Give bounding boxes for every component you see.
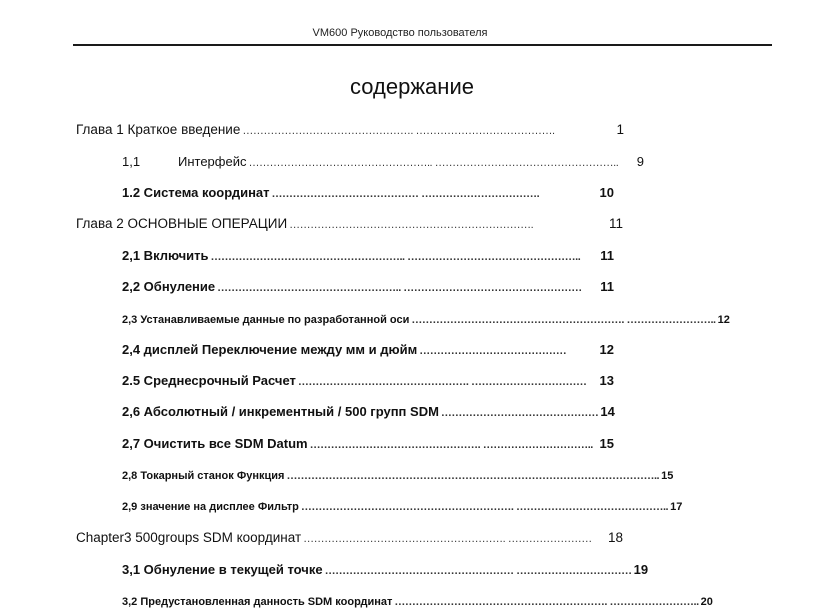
toc-leader: ……………………………………………………………. bbox=[289, 219, 534, 231]
toc-page-number: 12 bbox=[717, 314, 730, 326]
toc-entry-chapter-2[interactable] bbox=[76, 216, 623, 233]
toc-entry-label: 3,1 Обнуление в текущей точке bbox=[122, 562, 323, 577]
toc-leader: …………………………………………….. …………………………………………… bbox=[217, 282, 582, 294]
toc-page-number: 1 bbox=[616, 122, 624, 137]
toc-leader: ……………………………………………………. …………………….. bbox=[411, 314, 716, 326]
toc-leader: ……………………………………… bbox=[440, 407, 599, 419]
toc-leader: …………………………………………….. …………………………………………….. bbox=[248, 157, 619, 169]
toc-entry-chapter-3[interactable] bbox=[76, 530, 623, 547]
toc-entry-2-4[interactable] bbox=[122, 342, 614, 359]
toc-entry-2-2[interactable] bbox=[122, 279, 614, 296]
toc-leader: …………………………………………. ………………………….. bbox=[309, 439, 593, 451]
toc-leader: …………………………………………. …………………………………. bbox=[242, 125, 555, 137]
toc-page-number: 9 bbox=[636, 154, 644, 169]
toc-title: содержание bbox=[350, 74, 474, 99]
toc-entry-1-2[interactable] bbox=[122, 185, 614, 202]
toc-leader: …………………………………… bbox=[419, 345, 567, 357]
toc-page-number: 17 bbox=[670, 501, 683, 513]
toc-page-number: 11 bbox=[608, 216, 623, 231]
toc-entry-2-7[interactable] bbox=[122, 436, 614, 453]
toc-entry-label: Интерфейс bbox=[178, 154, 247, 169]
toc-entry-2-6[interactable] bbox=[122, 404, 614, 421]
toc-entry-2-5[interactable] bbox=[122, 373, 614, 390]
toc-entry-1-1[interactable] bbox=[122, 154, 644, 171]
toc-entry-2-9[interactable] bbox=[122, 499, 683, 515]
toc-page-number: 14 bbox=[600, 404, 615, 419]
toc-leader: …………………………………………. …………………………… bbox=[297, 376, 587, 388]
toc-entry-label: Chapter3 500groups SDM координат bbox=[76, 530, 302, 545]
toc-page-number: 15 bbox=[661, 470, 674, 482]
toc-page-number: 11 bbox=[600, 248, 614, 263]
toc-page-number: 15 bbox=[599, 436, 614, 451]
toc-page-number: 11 bbox=[600, 279, 614, 294]
toc-entry-label: 2.5 Среднесрочный Расчет bbox=[122, 373, 296, 388]
toc-entry-label: 2,4 дисплей Переключение между мм и дюйм bbox=[122, 342, 418, 357]
toc-entry-label: 2,1 Включить bbox=[122, 248, 209, 263]
toc-entry-chapter-1[interactable] bbox=[76, 122, 624, 139]
toc-leader: …………………………………………………………………………………………….. bbox=[286, 470, 660, 482]
toc-entry-label: Глава 1 Краткое введение bbox=[76, 122, 241, 137]
toc-entry-3-2[interactable] bbox=[122, 594, 713, 610]
toc-entry-2-1[interactable] bbox=[122, 248, 614, 265]
toc-entry-label: 2,9 значение на дисплее Фильтр bbox=[122, 501, 299, 513]
toc-entry-label: 2,6 Абсолютный / инкрементный / 500 групп SDM bbox=[122, 404, 439, 419]
toc-page-number: 20 bbox=[700, 596, 713, 608]
toc-entry-label: 2,2 Обнуление bbox=[122, 279, 216, 294]
toc-entry-label: 3,2 Предустановленная данность SDM координат bbox=[122, 596, 393, 608]
toc-page-number: 13 bbox=[599, 373, 614, 388]
toc-entry-label: 2,8 Токарный станок Функция bbox=[122, 470, 285, 482]
toc-entry-label: 2,7 Очистить все SDM Datum bbox=[122, 436, 308, 451]
toc-entry-label: Глава 2 ОСНОВНЫЕ ОПЕРАЦИИ bbox=[76, 216, 288, 231]
toc-leader: ……………………………………………………. …………………….. bbox=[394, 596, 699, 608]
toc-page-number: 19 bbox=[633, 562, 649, 577]
toc-page-number: 10 bbox=[599, 185, 614, 200]
toc-entry-label: 1.2 Система координат bbox=[122, 185, 270, 200]
toc-entry-3-1[interactable] bbox=[122, 562, 649, 579]
toc-leader: ……………………………………………………. …………………………………….. bbox=[300, 501, 669, 513]
toc-leader: ……………………………………………….. ………………………………………….. bbox=[210, 251, 581, 263]
header-rule bbox=[73, 44, 772, 46]
toc-page-number: 12 bbox=[599, 342, 614, 357]
toc-leader: …………………………………………………. …………………… bbox=[303, 533, 592, 545]
toc-entry-label: 2,3 Устанавливаемые данные по разработанной оси bbox=[122, 314, 410, 326]
toc-leader: ……………………………………………… …………………………… bbox=[324, 565, 632, 577]
toc-page-number: 18 bbox=[607, 530, 623, 545]
toc-leader: …………………………………… ……………………………. bbox=[271, 188, 540, 200]
running-header: VM600 Руководство пользователя bbox=[312, 27, 488, 39]
toc-entry-2-8[interactable] bbox=[122, 468, 674, 484]
toc-entry-2-3[interactable] bbox=[122, 312, 730, 328]
toc-entry-number: 1,1 bbox=[122, 154, 141, 169]
